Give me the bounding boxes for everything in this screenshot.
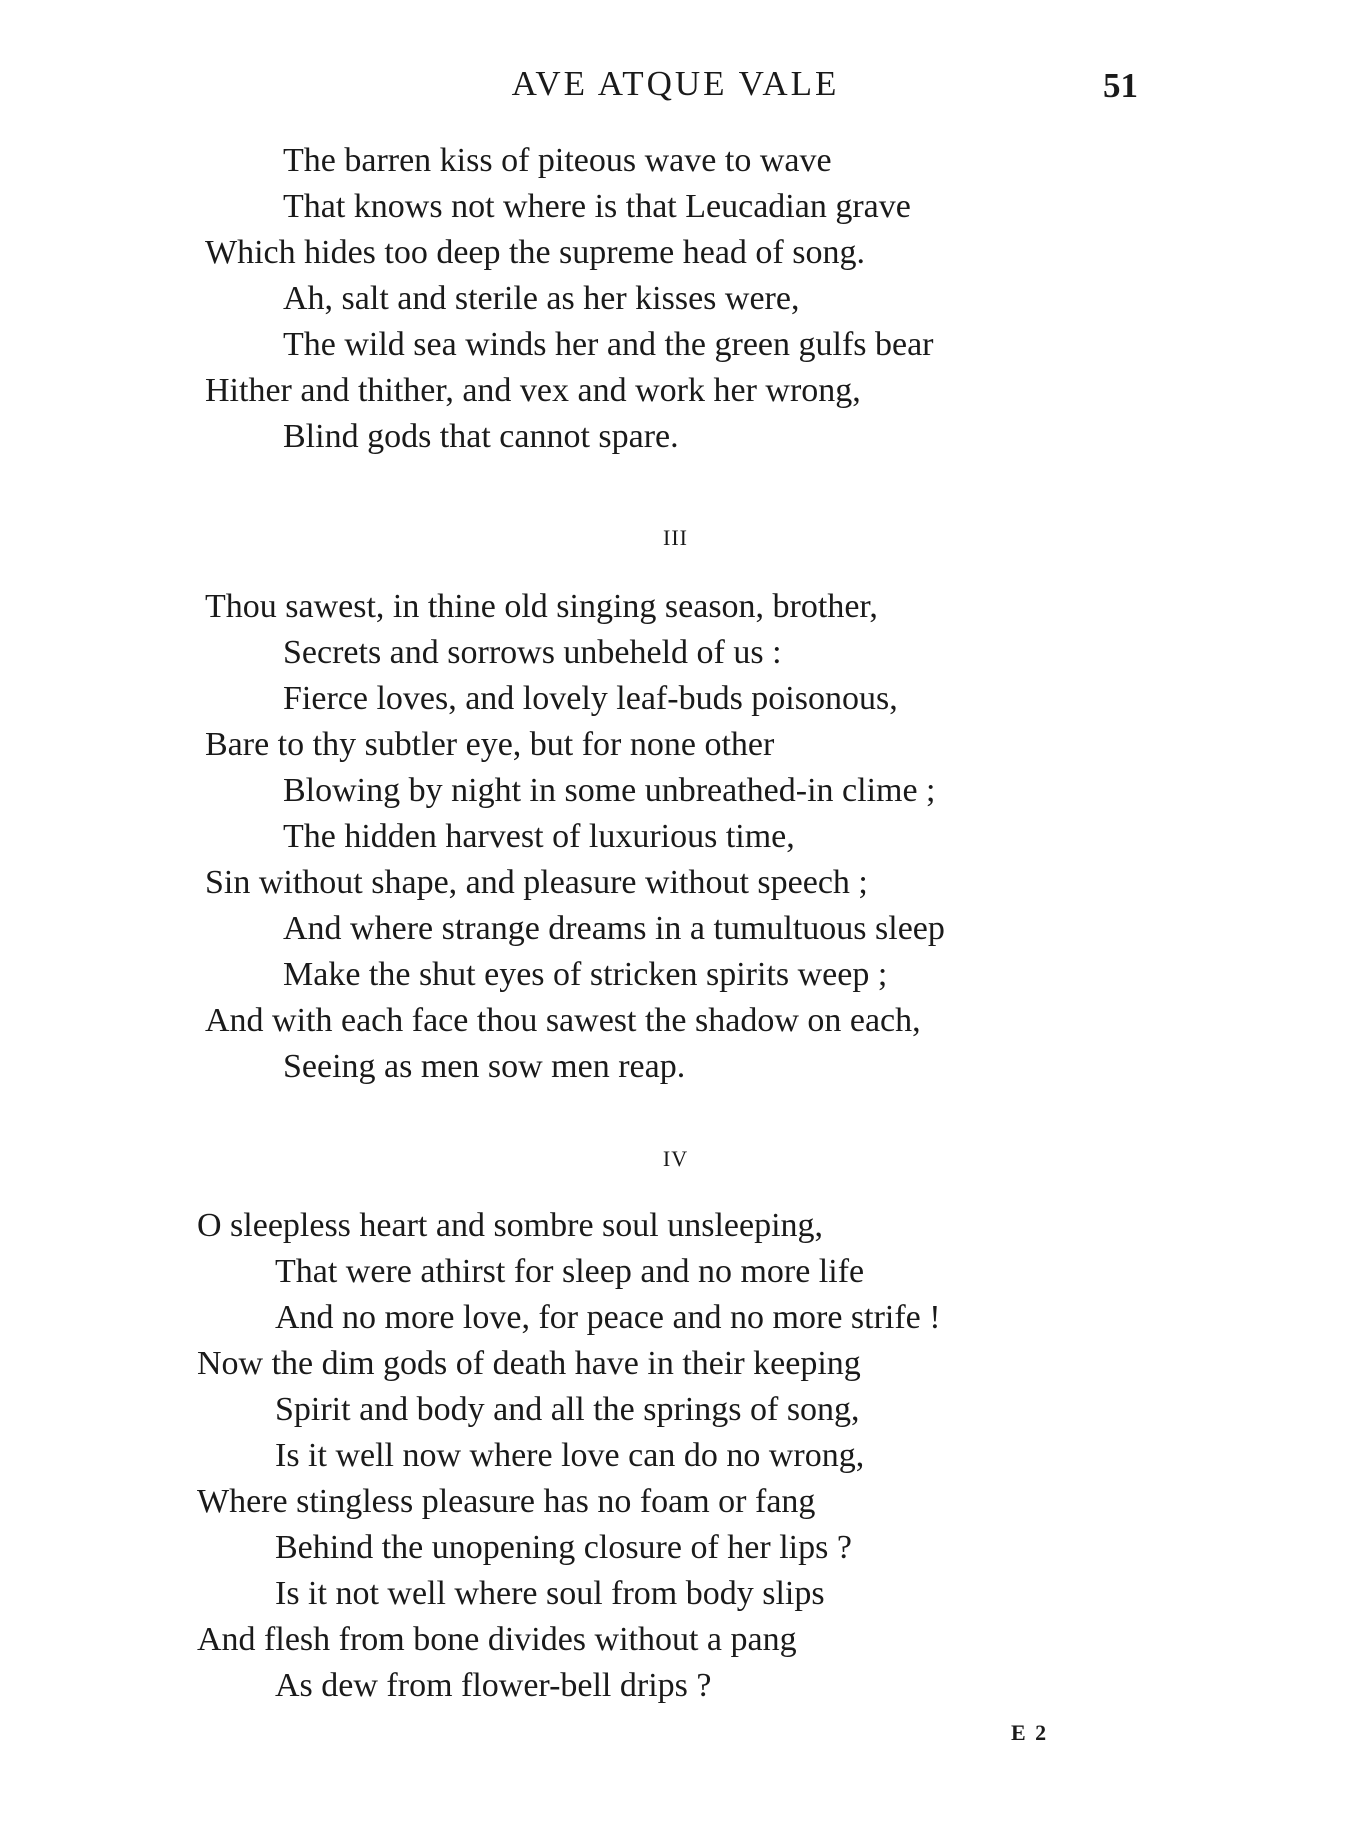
- poem-line: Behind the unopening closure of her lips ?: [275, 1529, 852, 1566]
- page-number: 51: [1103, 66, 1138, 105]
- poem-line: Now the dim gods of death have in their keeping: [197, 1345, 861, 1382]
- poem-line: The wild sea winds her and the green gulfs bear: [283, 326, 934, 363]
- running-title: AVE ATQUE VALE: [511, 64, 840, 103]
- poem-line: Thou sawest, in thine old singing season, brother,: [205, 588, 878, 625]
- poem-line: Is it well now where love can do no wrong,: [275, 1437, 865, 1474]
- poem-line: That knows not where is that Leucadian grave: [283, 188, 911, 225]
- poem-line: That were athirst for sleep and no more life: [275, 1253, 865, 1290]
- poem-line: The hidden harvest of luxurious time,: [283, 818, 795, 855]
- poem-line: Bare to thy subtler eye, but for none other: [205, 726, 775, 763]
- poem-line: Spirit and body and all the springs of song,: [275, 1391, 860, 1428]
- section-numeral-iii: III: [663, 525, 688, 550]
- poem-line: Fierce loves, and lovely leaf-buds poisonous,: [283, 680, 898, 717]
- poem-line: Seeing as men sow men reap.: [283, 1048, 686, 1085]
- poem-line: And where strange dreams in a tumultuous sleep: [283, 910, 945, 947]
- poem-line: The barren kiss of piteous wave to wave: [283, 142, 832, 179]
- poem-line: Secrets and sorrows unbeheld of us :: [283, 634, 782, 671]
- poem-line: And with each face thou sawest the shadow on each,: [205, 1002, 921, 1039]
- poem-line: O sleepless heart and sombre soul unsleeping,: [197, 1207, 824, 1244]
- poem-line: Is it not well where soul from body slips: [275, 1575, 825, 1612]
- poem-line: Sin without shape, and pleasure without speech ;: [205, 864, 868, 901]
- poem-line: Blowing by night in some unbreathed-in clime ;: [283, 772, 936, 809]
- signature-mark: E 2: [1011, 1720, 1049, 1745]
- section-numeral-iv: IV: [662, 1146, 689, 1171]
- poem-line: Ah, salt and sterile as her kisses were,: [283, 280, 800, 317]
- poem-line: Blind gods that cannot spare.: [283, 418, 679, 455]
- poem-line: And no more love, for peace and no more strife !: [275, 1299, 941, 1336]
- poem-line: Make the shut eyes of stricken spirits weep ;: [283, 956, 888, 993]
- poem-line: Where stingless pleasure has no foam or fang: [197, 1483, 816, 1520]
- poem-line: And flesh from bone divides without a pang: [197, 1621, 797, 1658]
- poem-line: As dew from flower-bell drips ?: [275, 1667, 712, 1704]
- poem-line: Hither and thither, and vex and work her wrong,: [205, 372, 861, 409]
- poem-line: Which hides too deep the supreme head of song.: [205, 234, 865, 271]
